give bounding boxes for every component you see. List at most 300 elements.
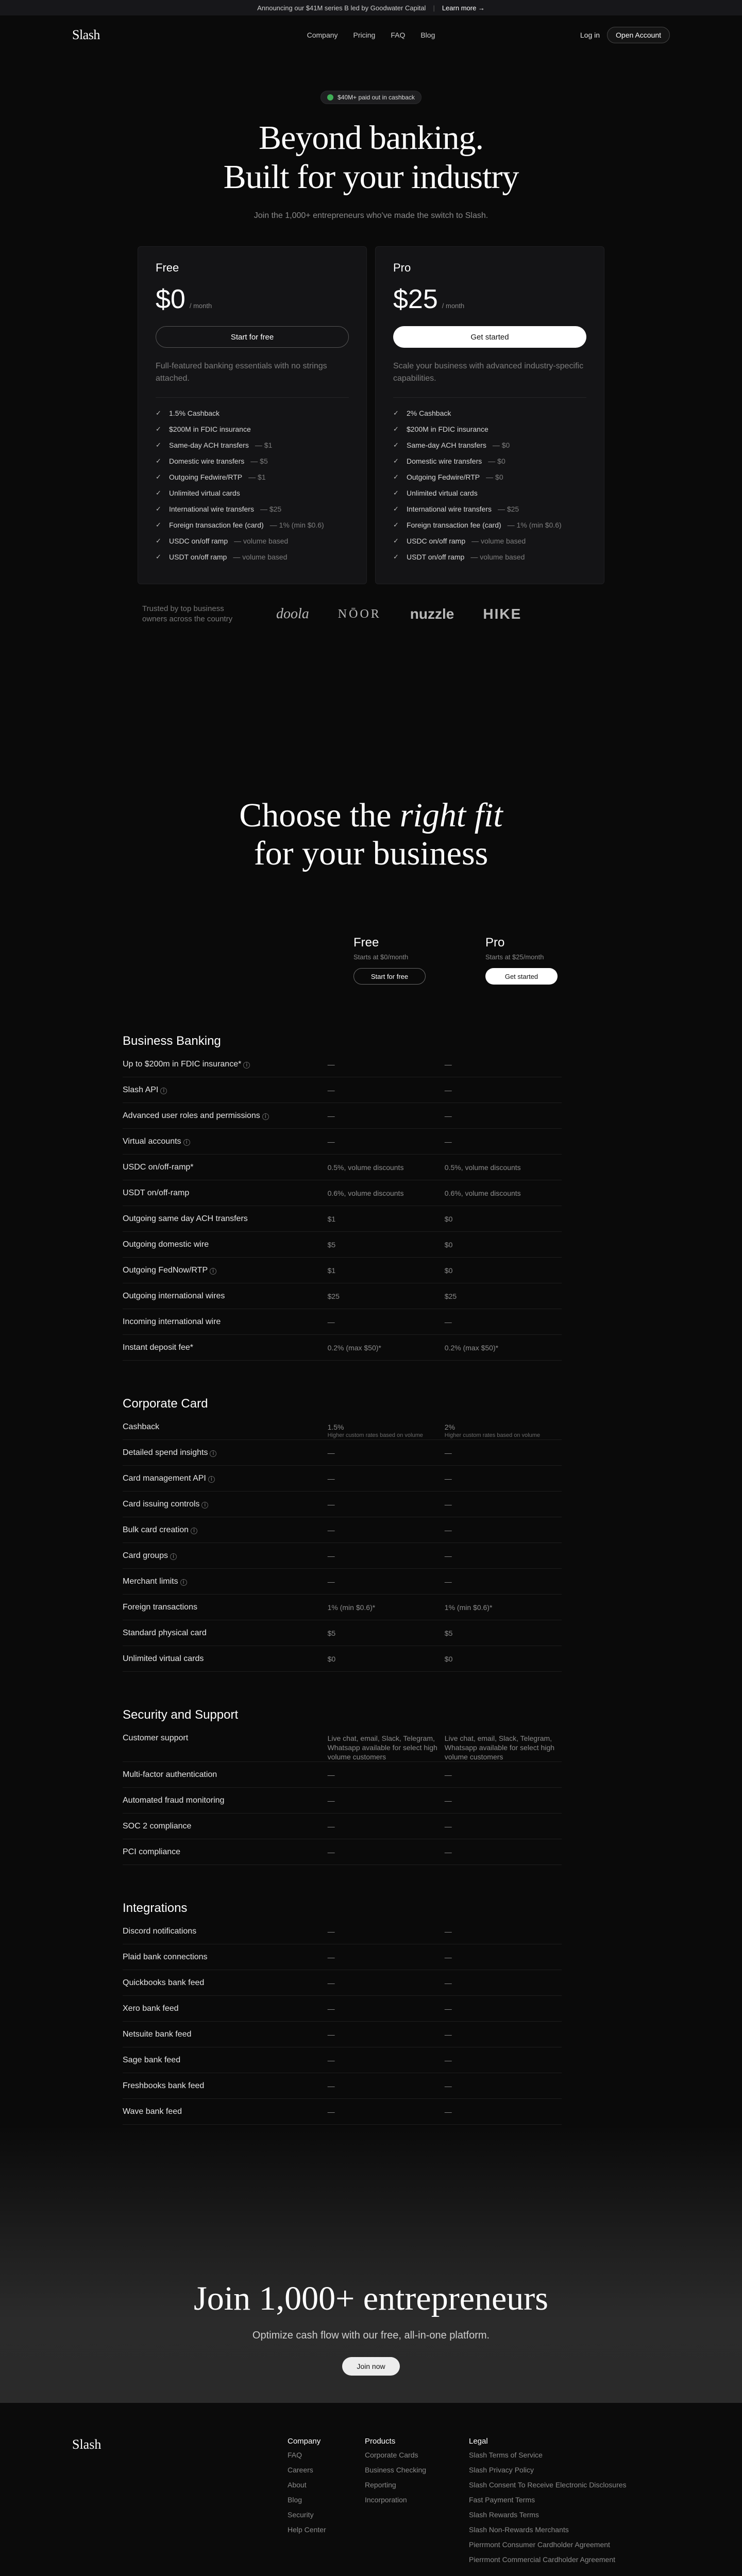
feature-item bbox=[156, 405, 349, 421]
open-account-button[interactable]: Open Account bbox=[607, 27, 670, 43]
free-cell bbox=[328, 1848, 445, 1857]
section-title: Integrations bbox=[123, 1901, 188, 1915]
pro-value: — bbox=[444, 1318, 452, 1326]
feature-name: USDC on/off-ramp* bbox=[123, 1163, 194, 1172]
price-amount: $0 bbox=[156, 284, 185, 314]
feature-label: USDT on/off ramp bbox=[407, 552, 465, 561]
pro-value: $0 bbox=[444, 1266, 453, 1275]
feature-name: Quickbooks bank feed bbox=[123, 1978, 205, 1987]
feature-name: Bulk card creation bbox=[123, 1526, 189, 1534]
pro-value: 1% (min $0.6)* bbox=[444, 1603, 493, 1612]
compare-row bbox=[123, 1970, 562, 1996]
compare-row bbox=[123, 1839, 562, 1865]
free-value: — bbox=[327, 2030, 335, 2039]
pro-cell bbox=[445, 1978, 562, 1988]
pro-cell bbox=[445, 1137, 562, 1146]
pro-cell bbox=[445, 2056, 562, 2065]
feature-item bbox=[393, 453, 586, 469]
feature-name: Virtual accounts bbox=[123, 1137, 181, 1146]
free-cell bbox=[328, 1422, 445, 1439]
footer-link[interactable]: Blog bbox=[288, 2496, 302, 2504]
feature-name: USDT on/off-ramp bbox=[123, 1189, 190, 1197]
footer-link[interactable]: Slash Rewards Terms bbox=[469, 2511, 539, 2519]
footer-legal-items bbox=[469, 2451, 627, 2570]
feature-fee: — 1% (min $0.6) bbox=[269, 520, 324, 529]
pro-cell bbox=[445, 2081, 562, 2091]
hero bbox=[0, 55, 742, 584]
pro-cell bbox=[445, 1240, 562, 1249]
compare-row bbox=[123, 1492, 562, 1517]
free-value: — bbox=[327, 1822, 335, 1831]
compare-row bbox=[123, 1569, 562, 1595]
feature-label: $200M in FDIC insurance bbox=[407, 425, 488, 433]
free-cell bbox=[328, 1214, 445, 1224]
pro-value: — bbox=[444, 1138, 452, 1146]
pro-cell bbox=[445, 1086, 562, 1095]
compare-row bbox=[123, 1725, 562, 1762]
info-icon[interactable]: i bbox=[210, 1450, 216, 1457]
pro-cell bbox=[445, 1796, 562, 1805]
feature-name: Card issuing controls bbox=[123, 1500, 200, 1509]
feature-item bbox=[393, 437, 586, 453]
free-cell bbox=[328, 1343, 445, 1352]
pro-cell bbox=[445, 1266, 562, 1275]
free-cell bbox=[328, 2004, 445, 2013]
free-cell bbox=[328, 1629, 445, 1638]
pro-cell bbox=[445, 1734, 562, 1761]
pro-cell bbox=[445, 1603, 562, 1612]
hero-title-line1: Beyond banking. bbox=[259, 119, 483, 157]
get-started-button[interactable]: Get started bbox=[485, 968, 558, 985]
feature-cell bbox=[123, 1163, 328, 1172]
compare-row bbox=[123, 1283, 562, 1309]
footer-col-title: Products bbox=[365, 2437, 396, 2446]
feature-name: Instant deposit fee* bbox=[123, 1343, 193, 1352]
free-cell bbox=[328, 1292, 445, 1301]
feature-name: Outgoing FedNow/RTP bbox=[123, 1266, 208, 1275]
free-value: — bbox=[327, 1086, 335, 1094]
compare-title-c: for your business bbox=[254, 835, 488, 872]
hero-subtitle: Join the 1,000+ entrepreneurs who've made the switch to Slash. bbox=[254, 211, 488, 220]
check-icon: ✓ bbox=[393, 488, 399, 497]
compare-table bbox=[0, 1034, 742, 2125]
feature-cell bbox=[123, 1137, 328, 1146]
footer-links bbox=[0, 2403, 742, 2576]
free-cell bbox=[328, 1060, 445, 1069]
footer-link[interactable]: About bbox=[288, 2481, 307, 2489]
pro-value: 0.5%, volume discounts bbox=[444, 1163, 521, 1172]
free-value: — bbox=[327, 2082, 335, 2090]
footer-link[interactable]: Slash Non-Rewards Merchants bbox=[469, 2526, 569, 2534]
feature-item bbox=[156, 485, 349, 501]
cta-subtitle: Optimize cash flow with our free, all-in-one platform. bbox=[252, 2330, 490, 2341]
feature-fee: — $25 bbox=[497, 504, 519, 513]
feature-fee: — $0 bbox=[492, 440, 510, 449]
footer-products bbox=[365, 2437, 469, 2576]
compare-row bbox=[123, 1517, 562, 1543]
footer-link[interactable]: Slash Terms of Service bbox=[469, 2451, 543, 2459]
footer-link[interactable]: Help Center bbox=[288, 2526, 326, 2534]
pro-value: — bbox=[444, 2108, 452, 2116]
feature-label: Domestic wire transfers bbox=[407, 456, 482, 465]
nav-company[interactable]: Company bbox=[307, 31, 338, 39]
feature-item bbox=[156, 517, 349, 533]
pro-cell bbox=[445, 1526, 562, 1535]
feature-item bbox=[156, 501, 349, 517]
feature-label: International wire transfers bbox=[407, 504, 492, 513]
info-icon[interactable]: i bbox=[201, 1502, 208, 1509]
feature-fee: — volume based bbox=[233, 552, 288, 561]
free-value: — bbox=[327, 1500, 335, 1509]
compare-row bbox=[123, 1620, 562, 1646]
free-value: — bbox=[327, 1979, 335, 1987]
footer-logo[interactable]: Slash bbox=[72, 2437, 102, 2452]
hero-title-line2: Built for your industry bbox=[223, 158, 519, 196]
pro-value: — bbox=[444, 1552, 452, 1560]
compare-row bbox=[123, 1309, 562, 1335]
feature-cell bbox=[123, 2081, 328, 2091]
feature-label: Unlimited virtual cards bbox=[407, 488, 478, 497]
feature-cell bbox=[123, 1551, 328, 1561]
pro-cell bbox=[445, 1292, 562, 1301]
footer-link[interactable]: Slash Privacy Policy bbox=[469, 2466, 534, 2474]
section-title: Corporate Card bbox=[123, 1397, 208, 1411]
footer-link[interactable]: FAQ bbox=[288, 2451, 302, 2459]
compare-row bbox=[123, 1466, 562, 1492]
pro-cell bbox=[445, 1551, 562, 1561]
footer-link[interactable]: Business Checking bbox=[365, 2466, 427, 2474]
pro-cell bbox=[445, 1060, 562, 1069]
section-title: Business Banking bbox=[123, 1034, 221, 1048]
pro-cell bbox=[445, 1822, 562, 1831]
check-icon: ✓ bbox=[393, 536, 399, 545]
nav-actions bbox=[580, 27, 670, 43]
free-cell bbox=[328, 1796, 445, 1805]
free-cell bbox=[328, 1317, 445, 1327]
feature-cell bbox=[123, 1770, 328, 1780]
free-cell bbox=[328, 1551, 445, 1561]
feature-item bbox=[393, 533, 586, 549]
trusted-by bbox=[0, 604, 742, 624]
compare-row bbox=[123, 1543, 562, 1569]
banner-text: Announcing our $41M series B led by Goodwater Capital bbox=[257, 4, 426, 12]
pro-value: — bbox=[444, 1771, 452, 1779]
feature-cell bbox=[123, 2056, 328, 2065]
feature-label: International wire transfers bbox=[169, 504, 254, 513]
start-for-free-button[interactable]: Start for free bbox=[156, 326, 349, 348]
free-cell bbox=[328, 2081, 445, 2091]
feature-cell bbox=[123, 1796, 328, 1805]
check-icon: ✓ bbox=[156, 472, 161, 481]
compare-free-header bbox=[353, 936, 485, 985]
free-value: $5 bbox=[327, 1241, 336, 1249]
feature-name: Wave bank feed bbox=[123, 2107, 182, 2116]
free-cell bbox=[328, 1822, 445, 1831]
nav-blog[interactable]: Blog bbox=[420, 31, 435, 39]
feature-cell bbox=[123, 1848, 328, 1857]
footer-link[interactable]: Careers bbox=[288, 2466, 313, 2474]
feature-name: Discord notifications bbox=[123, 1927, 197, 1936]
plan-description: Scale your business with advanced industry-specific capabilities. bbox=[393, 360, 586, 398]
feature-name: Card management API bbox=[123, 1474, 206, 1483]
free-cell bbox=[328, 1577, 445, 1586]
feature-label: 2% Cashback bbox=[407, 409, 451, 417]
free-cell bbox=[328, 1137, 445, 1146]
pro-value: 0.6%, volume discounts bbox=[444, 1189, 521, 1197]
footer bbox=[0, 2403, 742, 2576]
feature-cell bbox=[123, 1927, 328, 1936]
free-value: $5 bbox=[327, 1629, 336, 1637]
feature-cell bbox=[123, 1953, 328, 1962]
free-cell bbox=[328, 1266, 445, 1275]
info-icon[interactable]: i bbox=[208, 1476, 215, 1483]
compare-row bbox=[123, 1335, 562, 1361]
free-cell bbox=[328, 2107, 445, 2116]
info-icon[interactable]: i bbox=[180, 1579, 187, 1586]
pro-value: — bbox=[444, 1449, 452, 1457]
free-cell bbox=[328, 1189, 445, 1198]
pro-value: — bbox=[444, 1848, 452, 1856]
footer-link[interactable]: Incorporation bbox=[365, 2496, 407, 2504]
pro-cell bbox=[445, 1770, 562, 1780]
free-value: — bbox=[327, 1449, 335, 1457]
banner-separator: | bbox=[433, 4, 435, 12]
footer-products-items bbox=[365, 2451, 469, 2511]
compare-section bbox=[0, 1034, 742, 1361]
pro-value: — bbox=[444, 1500, 452, 1509]
free-value: — bbox=[327, 1953, 335, 1961]
free-value: 1.5% bbox=[327, 1423, 344, 1431]
plan-card-free bbox=[138, 246, 367, 584]
pro-cell bbox=[445, 2107, 562, 2116]
free-cell bbox=[328, 2056, 445, 2065]
free-cell bbox=[328, 1927, 445, 1936]
feature-item bbox=[156, 533, 349, 549]
feature-fee: — $0 bbox=[488, 456, 505, 465]
footer-link[interactable]: Fast Payment Terms bbox=[469, 2496, 535, 2504]
feature-cell bbox=[123, 1317, 328, 1327]
nav-faq[interactable]: FAQ bbox=[391, 31, 406, 39]
feature-name: Freshbooks bank feed bbox=[123, 2081, 205, 2090]
feature-name: Outgoing international wires bbox=[123, 1292, 225, 1300]
feature-item bbox=[393, 517, 586, 533]
footer-link[interactable]: Reporting bbox=[365, 2481, 396, 2489]
free-cell bbox=[328, 1111, 445, 1121]
login-link[interactable]: Log in bbox=[580, 31, 600, 39]
info-icon[interactable]: i bbox=[183, 1139, 190, 1146]
feature-cell bbox=[123, 1060, 328, 1069]
info-icon[interactable]: i bbox=[191, 1528, 197, 1534]
pro-value: — bbox=[444, 1475, 452, 1483]
pro-value: Live chat, email, Slack, Telegram, Whatsapp available for select high volume customers bbox=[444, 1734, 555, 1761]
compare-row bbox=[123, 1440, 562, 1466]
free-value: $25 bbox=[327, 1292, 340, 1300]
plan-name: Pro bbox=[393, 261, 411, 274]
feature-cell bbox=[123, 1292, 328, 1301]
feature-cell bbox=[123, 1526, 328, 1535]
footer-link[interactable]: Corporate Cards bbox=[365, 2451, 418, 2459]
info-icon[interactable]: i bbox=[210, 1268, 216, 1275]
check-icon: ✓ bbox=[156, 425, 161, 433]
start-for-free-button[interactable]: Start for free bbox=[353, 968, 426, 985]
footer-company bbox=[288, 2437, 365, 2576]
feature-name: Automated fraud monitoring bbox=[123, 1796, 225, 1805]
feature-name: Detailed spend insights bbox=[123, 1448, 208, 1457]
info-icon[interactable]: i bbox=[262, 1113, 269, 1120]
check-icon: ✓ bbox=[393, 409, 399, 417]
free-cell bbox=[328, 1240, 445, 1249]
slash-logo[interactable]: Slash bbox=[72, 27, 100, 42]
cashback-pill bbox=[321, 91, 421, 104]
feature-cell bbox=[123, 1603, 328, 1612]
pro-cell bbox=[445, 1422, 562, 1439]
check-icon: ✓ bbox=[393, 472, 399, 481]
announcement-banner[interactable] bbox=[0, 0, 742, 15]
footer-link[interactable]: Pierrmont Consumer Cardholder Agreement bbox=[469, 2540, 610, 2549]
feature-fee: — 1% (min $0.6) bbox=[507, 520, 562, 529]
free-value: Live chat, email, Slack, Telegram, Whatsapp available for select high volume customers bbox=[327, 1734, 437, 1761]
feature-cell bbox=[123, 1086, 328, 1095]
free-cell bbox=[328, 2030, 445, 2039]
free-value: — bbox=[327, 1526, 335, 1534]
feature-cell bbox=[123, 1978, 328, 1988]
compare-row bbox=[123, 1814, 562, 1839]
footer-company-items bbox=[288, 2451, 365, 2540]
check-icon: ✓ bbox=[156, 440, 161, 449]
nuzzle-logo: nuzzle bbox=[410, 606, 454, 622]
pro-value: — bbox=[444, 1526, 452, 1534]
free-cell bbox=[328, 1770, 445, 1780]
free-cell bbox=[328, 1734, 445, 1761]
feature-item bbox=[393, 469, 586, 485]
info-icon[interactable]: i bbox=[170, 1553, 177, 1560]
feature-item bbox=[156, 437, 349, 453]
feature-name: Card groups bbox=[123, 1551, 168, 1560]
feature-name: Foreign transactions bbox=[123, 1603, 197, 1612]
compare-row bbox=[123, 1944, 562, 1970]
info-icon[interactable]: i bbox=[243, 1062, 250, 1069]
free-value: 1% (min $0.6)* bbox=[327, 1603, 376, 1612]
nav-pricing[interactable]: Pricing bbox=[353, 31, 376, 39]
section-title: Security and Support bbox=[123, 1708, 239, 1722]
feature-item bbox=[393, 485, 586, 501]
feature-name: Standard physical card bbox=[123, 1629, 207, 1637]
free-cell bbox=[328, 1526, 445, 1535]
feature-name: PCI compliance bbox=[123, 1848, 181, 1856]
hero-title bbox=[0, 118, 742, 197]
free-value: — bbox=[327, 1318, 335, 1326]
free-value: 0.5%, volume discounts bbox=[327, 1163, 404, 1172]
plan-price bbox=[156, 284, 349, 315]
compare-row bbox=[123, 1103, 562, 1129]
check-icon: ✓ bbox=[156, 504, 161, 513]
free-value: — bbox=[327, 1848, 335, 1856]
compare-plan-header bbox=[0, 936, 742, 985]
compare-row bbox=[123, 1996, 562, 2022]
pro-value: — bbox=[444, 1953, 452, 1961]
plan-description: Full-featured banking essentials with no strings attached. bbox=[156, 360, 349, 398]
join-now-button[interactable]: Join now bbox=[342, 2357, 399, 2376]
pricing-cards bbox=[0, 246, 742, 584]
feature-item bbox=[393, 549, 586, 565]
feature-name: Sage bank feed bbox=[123, 2056, 181, 2064]
footer-link[interactable]: Slash Consent To Receive Electronic Disclosures bbox=[469, 2481, 627, 2489]
pro-cell bbox=[445, 1317, 562, 1327]
compare-row bbox=[123, 1232, 562, 1258]
free-cell bbox=[328, 1474, 445, 1483]
free-cell bbox=[328, 1978, 445, 1988]
free-cell bbox=[328, 1448, 445, 1458]
info-icon[interactable]: i bbox=[160, 1088, 167, 1094]
pro-value: — bbox=[444, 1797, 452, 1805]
feature-cell bbox=[123, 1448, 328, 1458]
free-cell bbox=[328, 1654, 445, 1664]
pro-value: 0.2% (max $50)* bbox=[444, 1344, 499, 1352]
compare-title-b: right fit bbox=[399, 796, 503, 834]
pro-cell bbox=[445, 2004, 562, 2013]
pro-value: — bbox=[444, 1060, 452, 1069]
pro-cell bbox=[445, 1848, 562, 1857]
footer-link[interactable]: Pierrmont Commercial Cardholder Agreement bbox=[469, 2555, 615, 2564]
hike-logo: HIKE bbox=[483, 606, 522, 622]
compare-row bbox=[123, 1077, 562, 1103]
feature-cell bbox=[123, 2030, 328, 2039]
compare-row bbox=[123, 1762, 562, 1788]
cta-title: Join 1,000+ entrepreneurs bbox=[194, 2280, 548, 2317]
pro-cell bbox=[445, 1474, 562, 1483]
feature-label: USDC on/off ramp bbox=[169, 536, 228, 545]
free-value: — bbox=[327, 1112, 335, 1120]
feature-name: Up to $200m in FDIC insurance* bbox=[123, 1060, 242, 1069]
footer-link[interactable]: Security bbox=[288, 2511, 314, 2519]
plan-name: Pro bbox=[485, 936, 505, 950]
feature-fee: — volume based bbox=[471, 536, 526, 545]
compare-row bbox=[123, 2099, 562, 2125]
pro-value: $0 bbox=[444, 1655, 453, 1663]
feature-label: Same-day ACH transfers bbox=[169, 440, 249, 449]
check-icon: ✓ bbox=[393, 520, 399, 529]
compare-row bbox=[123, 1414, 562, 1440]
trusted-text: Trusted by top business owners across the country bbox=[142, 604, 233, 623]
pro-value: $0 bbox=[444, 1215, 453, 1223]
free-value: — bbox=[327, 1797, 335, 1805]
compare-row bbox=[123, 1129, 562, 1155]
check-icon: ✓ bbox=[393, 440, 399, 449]
learn-more-link[interactable]: Learn more → bbox=[442, 4, 485, 12]
noor-logo: NŌOR bbox=[338, 607, 381, 621]
feature-cell bbox=[123, 1734, 328, 1743]
feature-name: SOC 2 compliance bbox=[123, 1822, 192, 1831]
pro-value: — bbox=[444, 2056, 452, 2064]
feature-cell bbox=[123, 1214, 328, 1224]
pro-value: — bbox=[444, 2082, 452, 2090]
compare-title bbox=[0, 796, 742, 873]
check-icon: ✓ bbox=[156, 488, 161, 497]
plan-start-price: Starts at $25/month bbox=[485, 953, 544, 961]
pro-value: — bbox=[444, 1086, 452, 1094]
feature-item bbox=[156, 469, 349, 485]
feature-item bbox=[393, 421, 586, 437]
feature-name: Outgoing same day ACH transfers bbox=[123, 1214, 248, 1223]
get-started-button[interactable]: Get started bbox=[393, 326, 586, 348]
feature-label: $200M in FDIC insurance bbox=[169, 425, 251, 433]
feature-fee: — $1 bbox=[255, 440, 273, 449]
feature-name: Netsuite bank feed bbox=[123, 2030, 192, 2039]
feature-cell bbox=[123, 1111, 328, 1121]
free-value: — bbox=[327, 1138, 335, 1146]
pro-value: — bbox=[444, 1822, 452, 1831]
free-value: — bbox=[327, 1578, 335, 1586]
